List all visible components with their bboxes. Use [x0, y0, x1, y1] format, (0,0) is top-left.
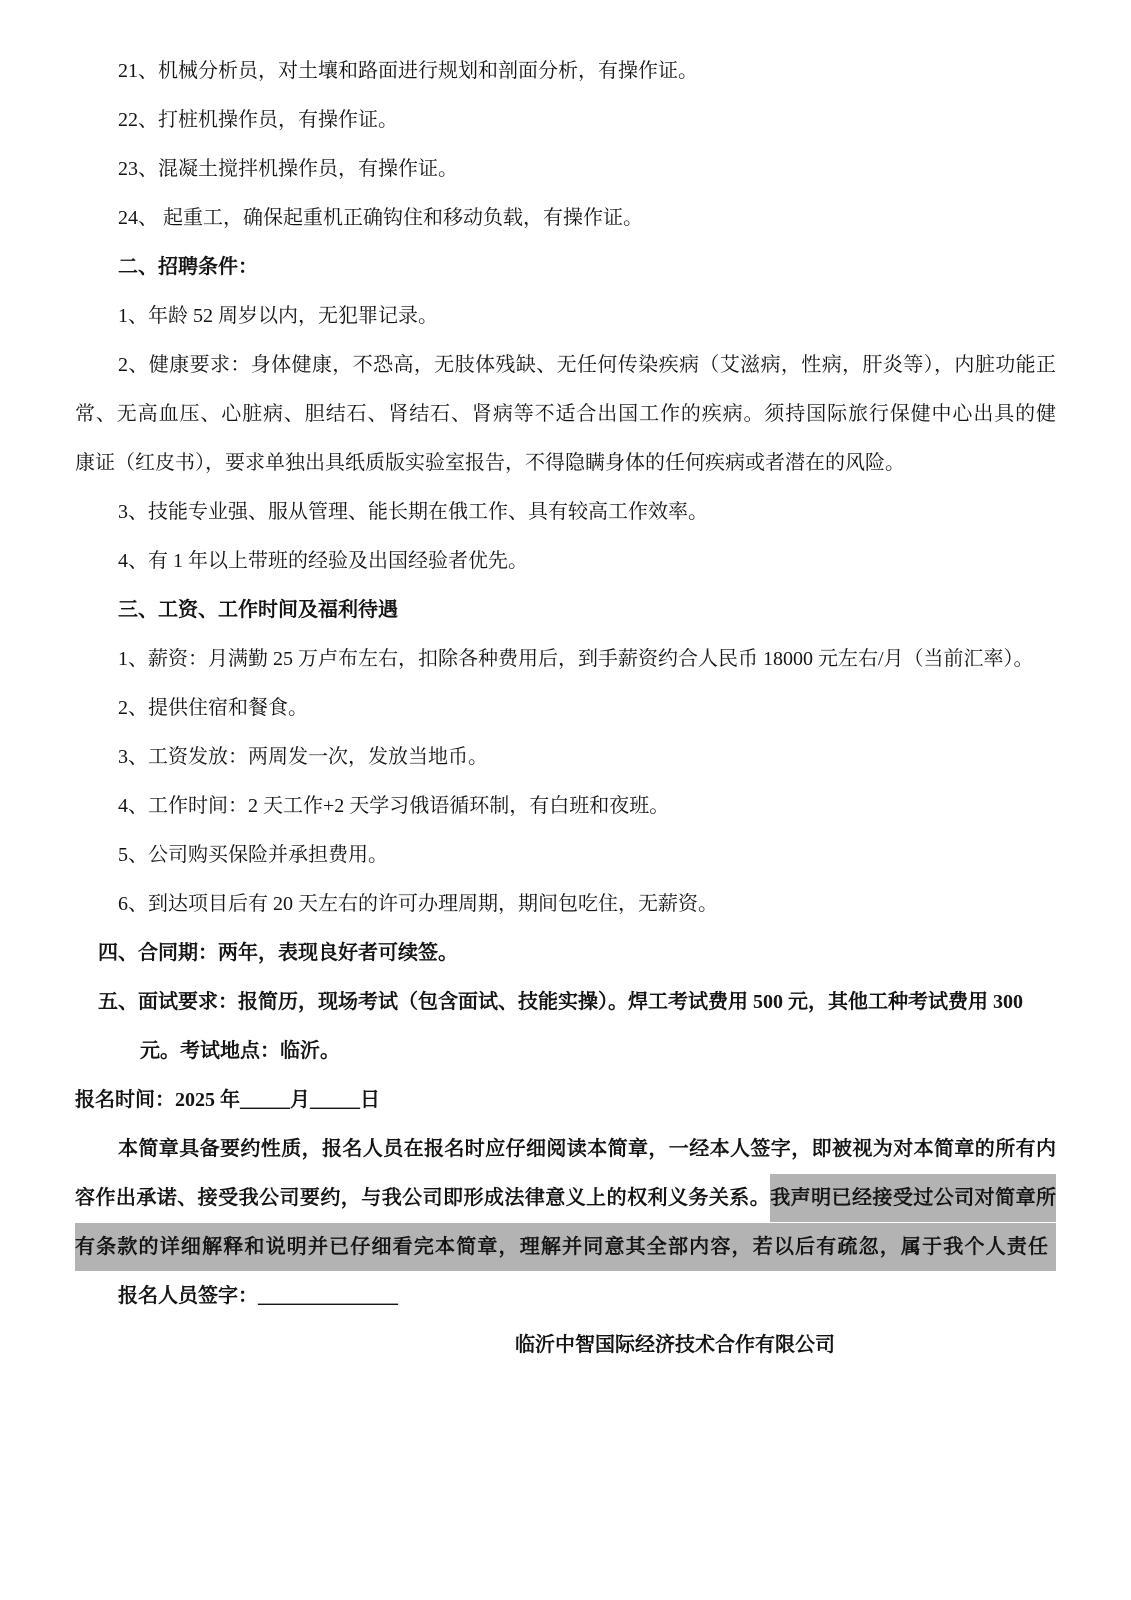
contract-period-heading: 四、合同期：两年，表现良好者可续签。 — [98, 942, 458, 964]
agreement-line3-highlighted: 有条款的详细解释和说明并已仔细看完本简章，理解并同意其全部内容，若以后有疏忽，属于我个人责任 — [75, 1223, 1056, 1271]
recruit-conditions-heading: 二、招聘条件： — [118, 256, 258, 278]
recruit-condition-1: 1、年龄 52 周岁以内，无犯罪记录。 — [118, 305, 438, 327]
agreement-line2-highlighted: 我声明已经接受过公司对简章所 — [770, 1174, 1056, 1222]
recruit-condition-4: 4、有 1 年以上带班的经验及出国经验者优先。 — [118, 550, 528, 572]
agreement-line1: 本简章具备要约性质，报名人员在报名时应仔细阅读本简章，一经本人签字，即被视为对本简章的所有内 — [118, 1138, 1056, 1160]
job-item-21: 21、机械分析员，对土壤和路面进行规划和剖面分析，有操作证。 — [118, 60, 698, 82]
agreement-line2-normal: 容作出承诺、接受我公司要约，与我公司即形成法律意义上的权利义务关系。 — [75, 1187, 771, 1209]
recruit-condition-3: 3、技能专业强、服从管理、能长期在俄工作、具有较高工作效率。 — [118, 501, 708, 523]
job-item-22: 22、打桩机操作员，有操作证。 — [118, 109, 398, 131]
signature-label: 报名人员签字： — [118, 1285, 258, 1307]
interview-requirements-line2: 元。考试地点：临沂。 — [140, 1040, 340, 1062]
job-item-23: 23、混凝土搅拌机操作员，有操作证。 — [118, 158, 458, 180]
recruit-condition-2-line3: 康证（红皮书），要求单独出具纸质版实验室报告，不得隐瞒身体的任何疾病或者潜在的风险。 — [75, 452, 905, 474]
salary-item-3: 3、工资发放：两周发一次，发放当地币。 — [118, 746, 488, 768]
signature-row — [118, 1272, 1056, 1321]
salary-item-6: 6、到达项目后有 20 天左右的许可办理周期，期间包吃住，无薪资。 — [118, 893, 718, 915]
salary-benefits-heading: 三、工资、工作时间及福利待遇 — [118, 599, 398, 621]
agreement-line2 — [75, 1174, 1056, 1223]
recruit-condition-2-line1: 2、健康要求：身体健康，不恐高，无肢体残缺、无任何传染疾病（艾滋病，性病，肝炎等），内脏功能正 — [118, 354, 1056, 376]
agreement-line3 — [75, 1223, 1056, 1272]
recruit-condition-2-line2: 常、无高血压、心脏病、胆结石、肾结石、肾病等不适合出国工作的疾病。须持国际旅行保健中心出具的健 — [75, 403, 1056, 425]
signup-time-line: 报名时间：2025 年_____月_____日 — [75, 1089, 380, 1111]
interview-requirements-line1: 五、面试要求：报简历，现场考试（包含面试、技能实操）。焊工考试费用 500 元，其他工种考试费用 300 — [98, 991, 1023, 1013]
salary-item-5: 5、公司购买保险并承担费用。 — [118, 844, 388, 866]
salary-item-1: 1、薪资：月满勤 25 万卢布左右，扣除各种费用后，到手薪资约合人民币 18000 元左右/月（当前汇率）。 — [118, 648, 1034, 670]
job-item-24: 24、 起重工，确保起重机正确钩住和移动负载，有操作证。 — [118, 207, 643, 229]
signature-blank-line: ______________ — [258, 1285, 398, 1307]
company-name: 临沂中智国际经济技术合作有限公司 — [515, 1334, 835, 1356]
salary-item-2: 2、提供住宿和餐食。 — [118, 697, 308, 719]
salary-item-4: 4、工作时间：2 天工作+2 天学习俄语循环制，有白班和夜班。 — [118, 795, 670, 817]
